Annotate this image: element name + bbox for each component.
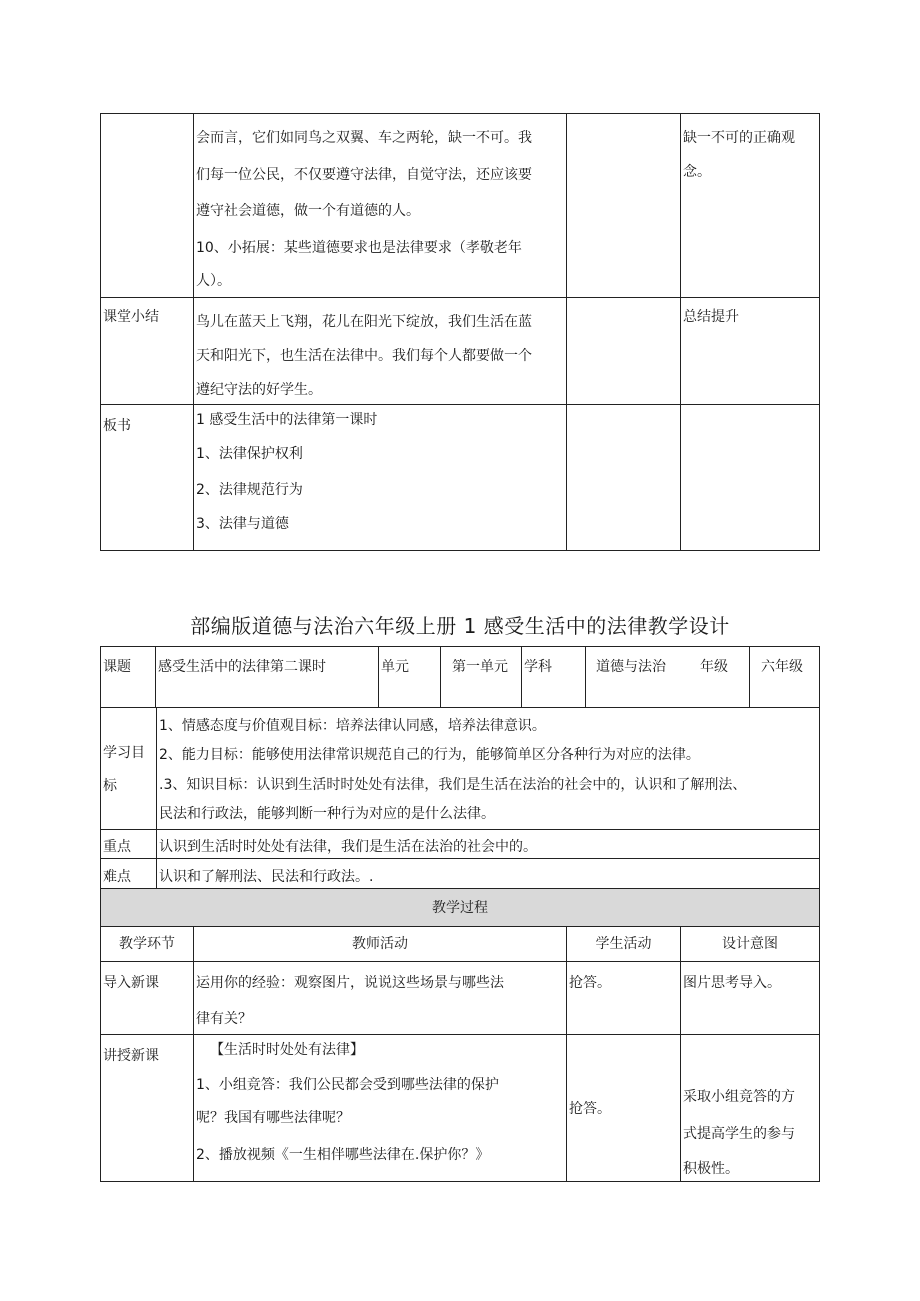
- subject-value: 道德与法治: [596, 659, 666, 675]
- process-title: 教学过程: [432, 900, 488, 916]
- difficulty-value: 认识和了解刑法、民法和行政法。.: [159, 869, 374, 885]
- board-label: 板书: [103, 418, 131, 434]
- key-point-value: 认识到生活时时处处有法律，我们是生活在法治的社会中的。: [159, 839, 537, 855]
- document-title: 部编版道德与法治六年级上册 1 感受生活中的法律教学设计: [190, 614, 730, 638]
- col-intent: 设计意图: [722, 936, 778, 952]
- goal-line3: .3、知识目标：认识到生活时时处处有法律，我们是生活在法治的社会中的，认识和了解刑法、: [159, 777, 747, 793]
- goal-line4: 民法和行政法，能够判断一种行为对应的是什么法律。: [159, 806, 495, 822]
- board-line3: 2、法律规范行为: [196, 482, 303, 498]
- teach-intent-line3: 积极性。: [683, 1161, 739, 1177]
- teach-stage: 讲授新课: [103, 1048, 159, 1064]
- summary-intent: 总结提升: [683, 309, 739, 325]
- teach-student: 抢答。: [569, 1101, 611, 1117]
- table1-row1-line4: 10、小拓展：某些道德要求也是法律要求（孝敬老年: [196, 240, 522, 256]
- table1-row1-intent-line1: 缺一不可的正确观: [683, 130, 795, 146]
- unit-value: 第一单元: [452, 659, 508, 675]
- board-line2: 1、法律保护权利: [196, 446, 303, 462]
- subject-label: 学科: [524, 659, 552, 675]
- summary-line3: 遵纪守法的好学生。: [196, 382, 322, 398]
- teach-teacher-line4: 2、播放视频《一生相伴哪些法律在.保护你？》: [196, 1147, 490, 1163]
- intro-intent: 图片思考导入。: [683, 975, 781, 991]
- difficulty-label: 难点: [103, 869, 131, 885]
- teach-intent-line1: 采取小组竞答的方: [683, 1089, 795, 1105]
- board-line4: 3、法律与道德: [196, 516, 289, 532]
- unit-label: 单元: [381, 659, 409, 675]
- grade-label: 年级: [700, 659, 728, 675]
- col-student: 学生活动: [595, 936, 652, 952]
- goals-label-line1: 学习目: [103, 745, 145, 761]
- teach-teacher-line2: 1、小组竞答：我们公民都会受到哪些法律的保护: [196, 1077, 499, 1093]
- summary-line2: 天和阳光下，也生活在法律中。我们每个人都要做一个: [196, 348, 532, 364]
- teach-intent-line2: 式提高学生的参与: [683, 1126, 795, 1142]
- intro-teacher-line1: 运用你的经验：观察图片，说说这些场景与哪些法: [196, 975, 504, 991]
- table1-row1-line5: 人）。: [196, 273, 231, 289]
- table1-row1-line1: 会而言，它们如同鸟之双翼、车之两轮，缺一不可。我: [196, 130, 532, 146]
- summary-label: 课堂小结: [103, 309, 159, 325]
- key-point-label: 重点: [103, 839, 131, 855]
- grade-value: 六年级: [761, 659, 803, 675]
- intro-student: 抢答。: [569, 975, 611, 991]
- table1-row1-line3: 遵守社会道德，做一个有道德的人。: [196, 203, 420, 219]
- goal-line1: 1、情感态度与价值观目标：培养法律认同感，培养法律意识。: [159, 718, 546, 734]
- intro-teacher-line2: 律有关？: [196, 1011, 252, 1027]
- topic-value: 感受生活中的法律第二课时: [158, 659, 326, 675]
- goals-label-line2: 标: [103, 778, 117, 794]
- col-teacher: 教师活动: [352, 936, 408, 952]
- board-line1: 1 感受生活中的法律第一课时: [196, 412, 378, 428]
- teach-teacher-line1: 【生活时时处处有法律】: [210, 1042, 364, 1058]
- teach-teacher-line3: 呢？我国有哪些法律呢？: [196, 1110, 350, 1126]
- topic-label: 课题: [103, 659, 131, 675]
- col-stage: 教学环节: [119, 936, 175, 952]
- goal-line2: 2、能力目标：能够使用法律常识规范自己的行为，能够简单区分各种行为对应的法律。: [159, 747, 700, 763]
- table1-row1-intent-line2: 念。: [683, 164, 711, 180]
- intro-stage: 导入新课: [103, 975, 159, 991]
- table1-row1-line2: 们每一位公民，不仅要遵守法律，自觉守法，还应该要: [196, 167, 532, 183]
- summary-line1: 鸟儿在蓝天上飞翔，花儿在阳光下绽放，我们生活在蓝: [196, 314, 532, 330]
